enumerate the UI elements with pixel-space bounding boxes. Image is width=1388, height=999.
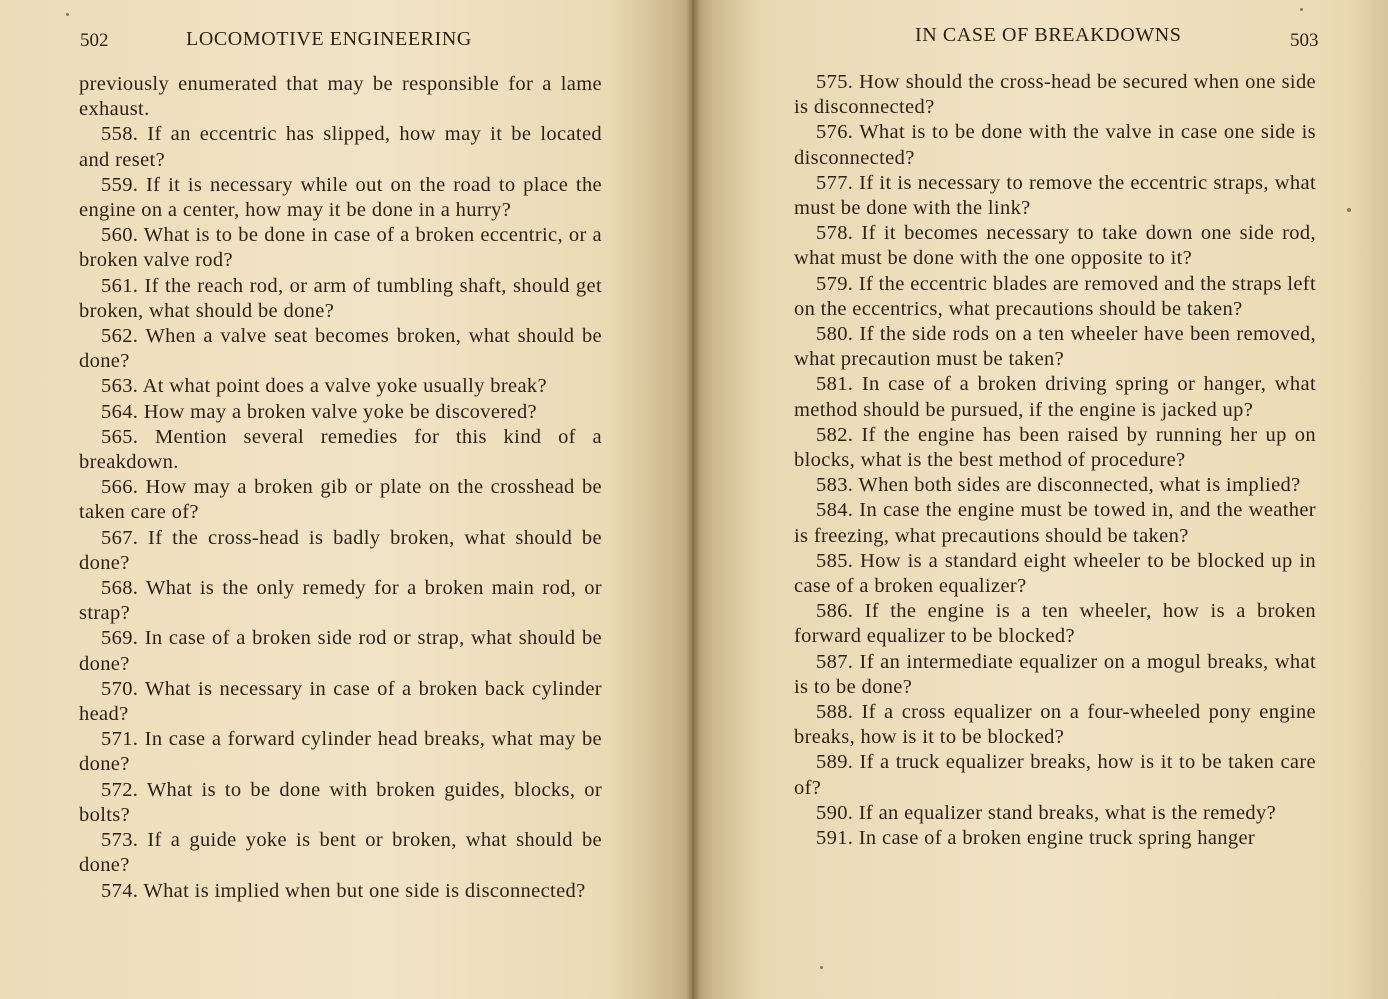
question-571: 571. In case a forward cylinder head breaks, what may be done?: [79, 728, 602, 776]
question-588: 588. If a cross equalizer on a four-wheeled pony engine breaks, how is it to be blocked?: [794, 701, 1316, 749]
question-585: 585. How is a standard eight wheeler to be blocked up in case of a broken equalizer?: [794, 549, 1316, 598]
left-page: [0, 0, 692, 999]
question-590: 590. If an equalizer stand breaks, what is the remedy?: [816, 801, 1277, 824]
question-559: 559. If it is necessary while out on the road to place the engine on a center, how may it be done in a hurry?: [79, 173, 602, 222]
question-576: 576. What is to be done with the valve in case one side is disconnected?: [794, 121, 1316, 169]
question-570: 570. What is necessary in case of a broken back cylinder head?: [79, 677, 602, 726]
question-575: 575. How should the cross-head be secured when one side is disconnected?: [794, 71, 1316, 119]
right-page: [692, 0, 1388, 999]
question-589: 589. If a truck equalizer breaks, how is it to be taken care of?: [794, 751, 1316, 799]
question-558: 558. If an eccentric has slipped, how may it be located and reset?: [79, 123, 602, 171]
left-continuation-paragraph: previously enumerated that may be responsible for a lame exhaust.: [79, 73, 602, 121]
question-582: 582. If the engine has been raised by running her up on blocks, what is the best method of procedure?: [794, 423, 1316, 472]
right-running-head: IN CASE OF BREAKDOWNS: [915, 24, 1182, 46]
question-580: 580. If the side rods on a ten wheeler have been removed, what precaution must be taken?: [794, 323, 1316, 371]
question-574: 574. What is implied when but one side is disconnected?: [101, 879, 586, 902]
question-578: 578. If it becomes necessary to take down one side rod, what must be done with the one opposite to it?: [794, 222, 1316, 270]
right-text-block: [794, 70, 1316, 851]
paper-speck: [1347, 208, 1351, 212]
question-577: 577. If it is necessary to remove the eccentric straps, what must be done with the link?: [794, 171, 1316, 220]
question-584: 584. In case the engine must be towed in, and the weather is freezing, what precautions should be taken?: [794, 499, 1316, 547]
question-560: 560. What is to be done in case of a broken eccentric, or a broken valve rod?: [79, 224, 602, 272]
question-568: 568. What is the only remedy for a broken main rod, or strap?: [79, 577, 602, 625]
question-564: 564. How may a broken valve yoke be discovered?: [101, 400, 537, 423]
left-page-header: [80, 24, 620, 54]
question-561: 561. If the reach rod, or arm of tumbling shaft, should get broken, what should be done?: [79, 274, 602, 322]
left-page-number: 502: [80, 30, 109, 51]
paper-speck: [820, 966, 823, 969]
question-583: 583. When both sides are disconnected, what is implied?: [816, 474, 1301, 497]
paper-speck: [66, 13, 69, 16]
left-running-head: LOCOMOTIVE ENGINEERING: [186, 28, 472, 50]
question-572: 572. What is to be done with broken guides, blocks, or bolts?: [79, 778, 602, 826]
question-563: 563. At what point does a valve yoke usually break?: [101, 375, 547, 398]
left-text-block: [79, 72, 602, 904]
right-page-number: 503: [1290, 30, 1319, 51]
question-587: 587. If an intermediate equalizer on a mogul breaks, what is to be done?: [794, 650, 1316, 698]
paper-speck: [1300, 8, 1303, 11]
question-565: 565. Mention several remedies for this kind of a breakdown.: [79, 425, 602, 474]
question-581: 581. In case of a broken driving spring or hanger, what method should be pursued, if the engine is jacked up?: [794, 373, 1316, 421]
question-591: 591. In case of a broken engine truck spring hanger: [816, 827, 1256, 850]
book-gutter-shadow: [686, 0, 700, 999]
question-566: 566. How may a broken gib or plate on the crosshead be taken care of?: [79, 476, 602, 524]
right-page-header: [912, 24, 1322, 54]
question-569: 569. In case of a broken side rod or strap, what should be done?: [79, 627, 602, 675]
question-567: 567. If the cross-head is badly broken, what should be done?: [79, 526, 602, 574]
question-562: 562. When a valve seat becomes broken, what should be done?: [79, 325, 602, 373]
question-586: 586. If the engine is a ten wheeler, how is a broken forward equalizer to be blocked?: [794, 600, 1316, 648]
question-573: 573. If a guide yoke is bent or broken, what should be done?: [79, 829, 602, 877]
question-579: 579. If the eccentric blades are removed and the straps left on the eccentrics, what precautions should be taken?: [794, 272, 1316, 320]
